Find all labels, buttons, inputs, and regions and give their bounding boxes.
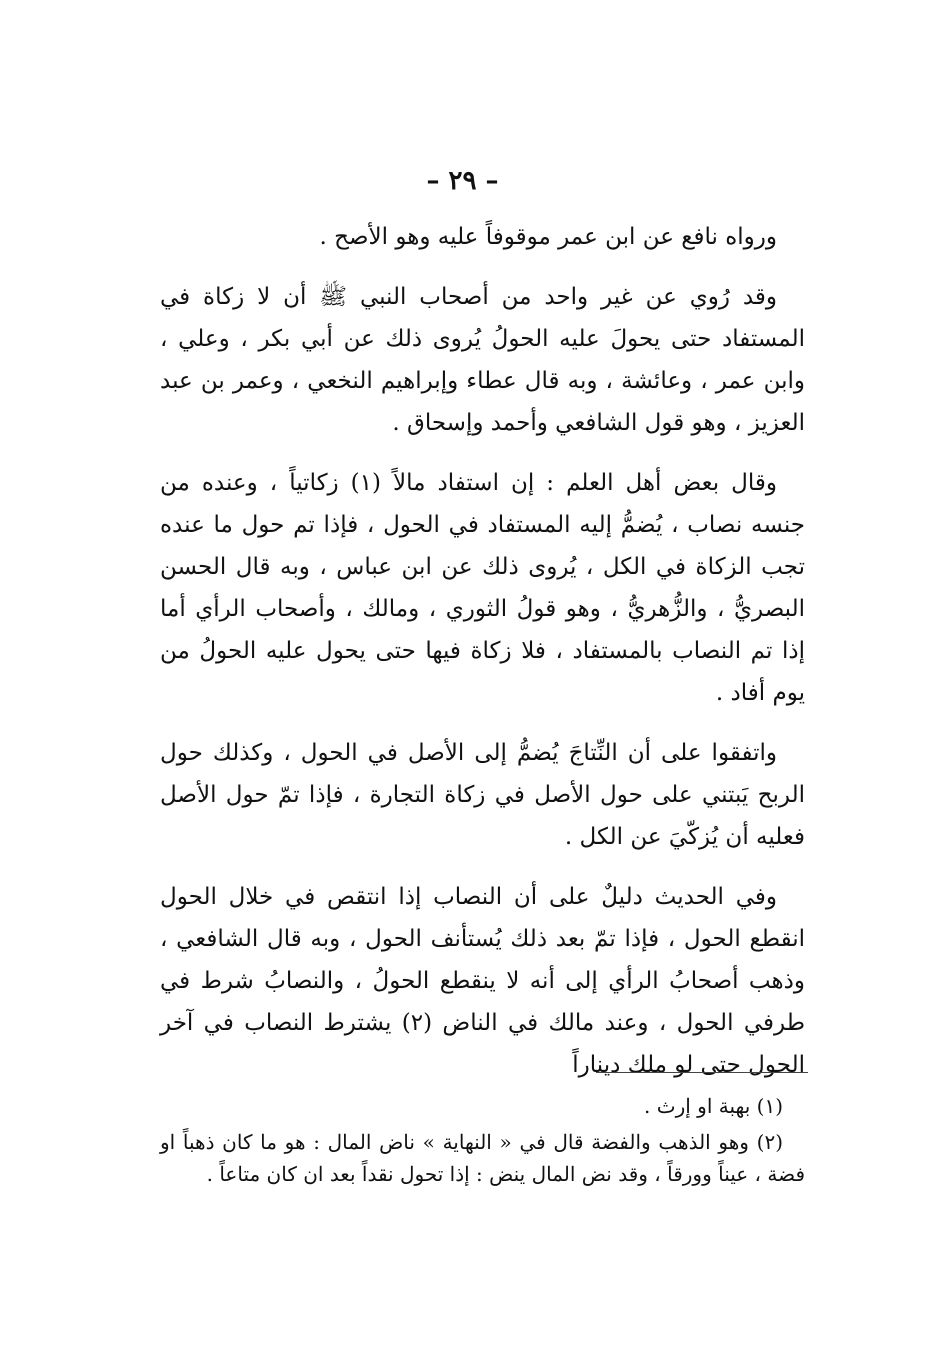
paragraph-5: وفي الحديث دليلٌ على أن النصاب إذا انتقص في خلال الحول انقطع الحول ، فإذا تمّ بعد ذلك يُستأنف الحول ، وبه قال الشافعي ، وذهب أصحابُ الرأي إلى أنه لا ينقطع الحولُ ، والنصابُ شرط في طرفي الحول ، وعند مالك في الناض (٢) يشترط النصاب في آخر الحول حتى لو ملك ديناراً: [160, 884, 805, 1078]
paragraph-2: وقد رُوي عن غير واحد من أصحاب النبي ﷺ أن لا زكاة في المستفاد حتى يحولَ عليه الحولُ يُروى ذلك عن أبي بكر ، وعلي ، وابن عمر ، وعائشة ، وبه قال عطاء وإبراهيم النخعي ، وعمر بن عبد العزيز ، وهو قول الشافعي وأحمد وإسحاق .: [160, 284, 805, 436]
footnote-divider: [596, 1072, 808, 1073]
footnote-2: (٢) وهو الذهب والفضة قال في « النهاية » ناض المال : هو ما كان ذهباً او فضة ، عيناً وورقاً ، وقد نض المال ينض : إذا تحول نقداً بعد ان كان متاعاً .: [160, 1130, 805, 1186]
page-number: – ٢٩ –: [426, 166, 499, 196]
paragraph-4: واتفقوا على أن النِّتاجَ يُضمُّ إلى الأصل في الحول ، وكذلك حول الربح يَبتني على حول الأصل في زكاة التجارة ، فإذا تمّ حول الأصل فعليه أن يُزكّيَ عن الكل .: [160, 740, 805, 850]
main-text: [160, 216, 805, 1104]
paragraph-3: وقال بعض أهل العلم : إن استفاد مالاً (١) زكاتياً ، وعنده من جنسه نصاب ، يُضمُّ إليه المستفاد في الحول ، فإذا تم حول ما عنده تجب الزكاة في الكل ، يُروى ذلك عن ابن عباس ، وبه قال الحسن البصريُّ ، والزُّهريُّ ، وهو قولُ الثوري ، ومالك ، وأصحاب الرأي أما إذا تم النصاب بالمستفاد ، فلا زكاة فيها حتى يحول عليه الحولُ من يوم أفاد .: [160, 470, 805, 706]
paragraph-1: ورواه نافع عن ابن عمر موقوفاً عليه وهو الأصح .: [319, 224, 777, 250]
footnote-1: (١) بهبة او إرث .: [644, 1094, 783, 1118]
footnotes: [160, 1090, 805, 1194]
